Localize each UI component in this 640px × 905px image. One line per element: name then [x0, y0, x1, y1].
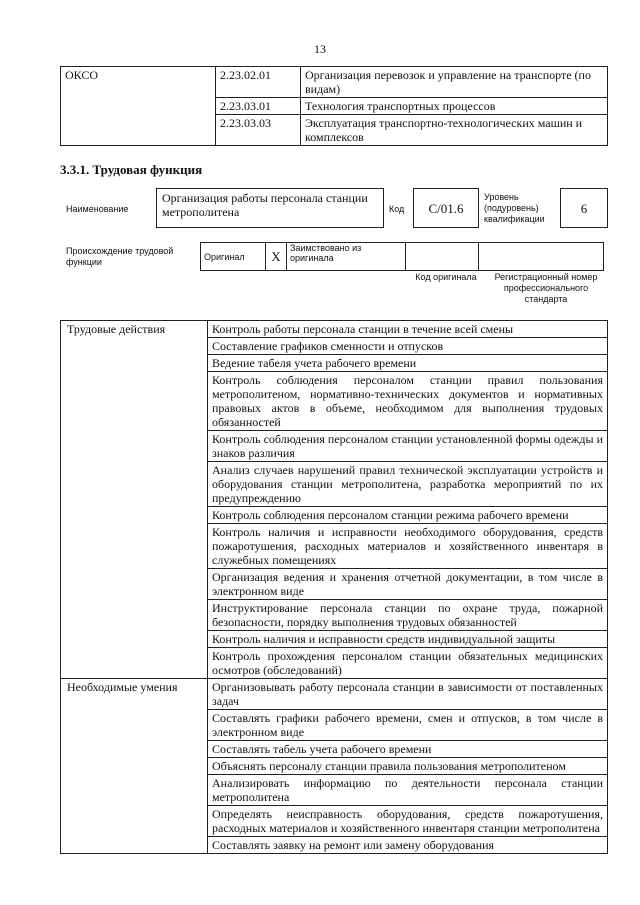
- labor-function-table: [60, 320, 608, 854]
- okso-code: 2.23.03.03: [216, 115, 301, 146]
- labor-action-item: Контроль соблюдения персоналом станции правил пользования метрополитеном, нормативно-технических документов и нормативных правовых актов в объеме, необходимом для выполнения трудовых обязанностей: [208, 372, 608, 431]
- labor-action-item: Инструктирование персонала станции по охране труда, пожарной безопасности, порядку выполнения трудовых обязанностей: [208, 600, 608, 631]
- code-label: Код: [389, 204, 405, 214]
- table-row: [61, 67, 608, 98]
- table-row: [201, 243, 604, 271]
- labor-action-item: Контроль прохождения персоналом станции обязательных медицинских осмотров (обследований): [208, 648, 608, 679]
- skill-item: Анализировать информацию по деятельности персонала станции метрополитена: [208, 775, 608, 806]
- okso-name: Организация перевозок и управление на транспорте (по видам): [301, 67, 608, 98]
- section-heading: 3.3.1. Трудовая функция: [60, 162, 203, 177]
- skill-item: Составлять табель учета рабочего времени: [208, 741, 608, 758]
- labor-action-item: Контроль соблюдения персоналом станции режима рабочего времени: [208, 507, 608, 524]
- registration-number-cell: [479, 243, 604, 271]
- qualification-level-label: Уровень (подуровень) квалификации: [484, 192, 545, 224]
- okso-table: [60, 66, 608, 146]
- okso-code: 2.23.02.01: [216, 67, 301, 98]
- origin-table: [200, 242, 604, 271]
- labor-action-item: Составление графиков сменности и отпусков: [208, 338, 608, 355]
- function-code-value: C/01.6: [413, 188, 479, 228]
- original-code-caption: Код оригинала: [415, 272, 477, 282]
- table-row: [61, 321, 608, 338]
- original-code-cell: [406, 243, 479, 271]
- skill-item: Определять неисправность оборудования, средств пожаротушения, расходных материалов и хозяйственного инвентаря станции метрополитена: [208, 806, 608, 837]
- skill-item: Организовывать работу персонала станции в зависимости от поставленных задач: [208, 679, 608, 710]
- function-name-value: Организация работы персонала станции метрополитена: [156, 188, 384, 228]
- registration-number-caption: Регистрационный номер профессионального стандарта: [494, 272, 598, 304]
- skill-item: Составлять графики рабочего времени, смен и отпусков, в том числе в электронном виде: [208, 710, 608, 741]
- okso-label: ОКСО: [61, 67, 216, 146]
- labor-action-item: Контроль работы персонала станции в течение всей смены: [208, 321, 608, 338]
- labor-action-item: Контроль наличия и исправности средств индивидуальной защиты: [208, 631, 608, 648]
- original-mark: X: [266, 243, 287, 271]
- labor-action-item: Контроль соблюдения персоналом станции установленной формы одежды и знаков различия: [208, 431, 608, 462]
- origin-label: Происхождение трудовой функции: [66, 246, 174, 267]
- skill-item: Объяснять персоналу станции правила пользования метрополитеном: [208, 758, 608, 775]
- okso-name: Эксплуатация транспортно-технологических машин и комплексов: [301, 115, 608, 146]
- original-label: Оригинал: [201, 243, 266, 271]
- skills-label: Необходимые умения: [61, 679, 208, 854]
- labor-action-item: Организация ведения и хранения отчетной документации, в том числе в электронном виде: [208, 569, 608, 600]
- labor-action-item: Анализ случаев нарушений правил технической эксплуатации устройств и оборудования станции метрополитена, разработка мероприятий по их предупреждению: [208, 462, 608, 507]
- okso-code: 2.23.03.01: [216, 98, 301, 115]
- qualification-level-value: 6: [560, 188, 608, 228]
- skill-item: Составлять заявку на ремонт или замену оборудования: [208, 837, 608, 854]
- name-label: Наименование: [66, 204, 129, 214]
- labor-action-item: Контроль наличия и исправности необходимого оборудования, средств пожаротушения, расходных материалов и хозяйственного инвентаря в служебных помещениях: [208, 524, 608, 569]
- borrowed-label: Заимствовано из оригинала: [287, 243, 406, 271]
- labor-action-item: Ведение табеля учета рабочего времени: [208, 355, 608, 372]
- okso-name: Технология транспортных процессов: [301, 98, 608, 115]
- table-row: [61, 679, 608, 710]
- labor-actions-label: Трудовые действия: [61, 321, 208, 679]
- page-number: 13: [314, 42, 326, 56]
